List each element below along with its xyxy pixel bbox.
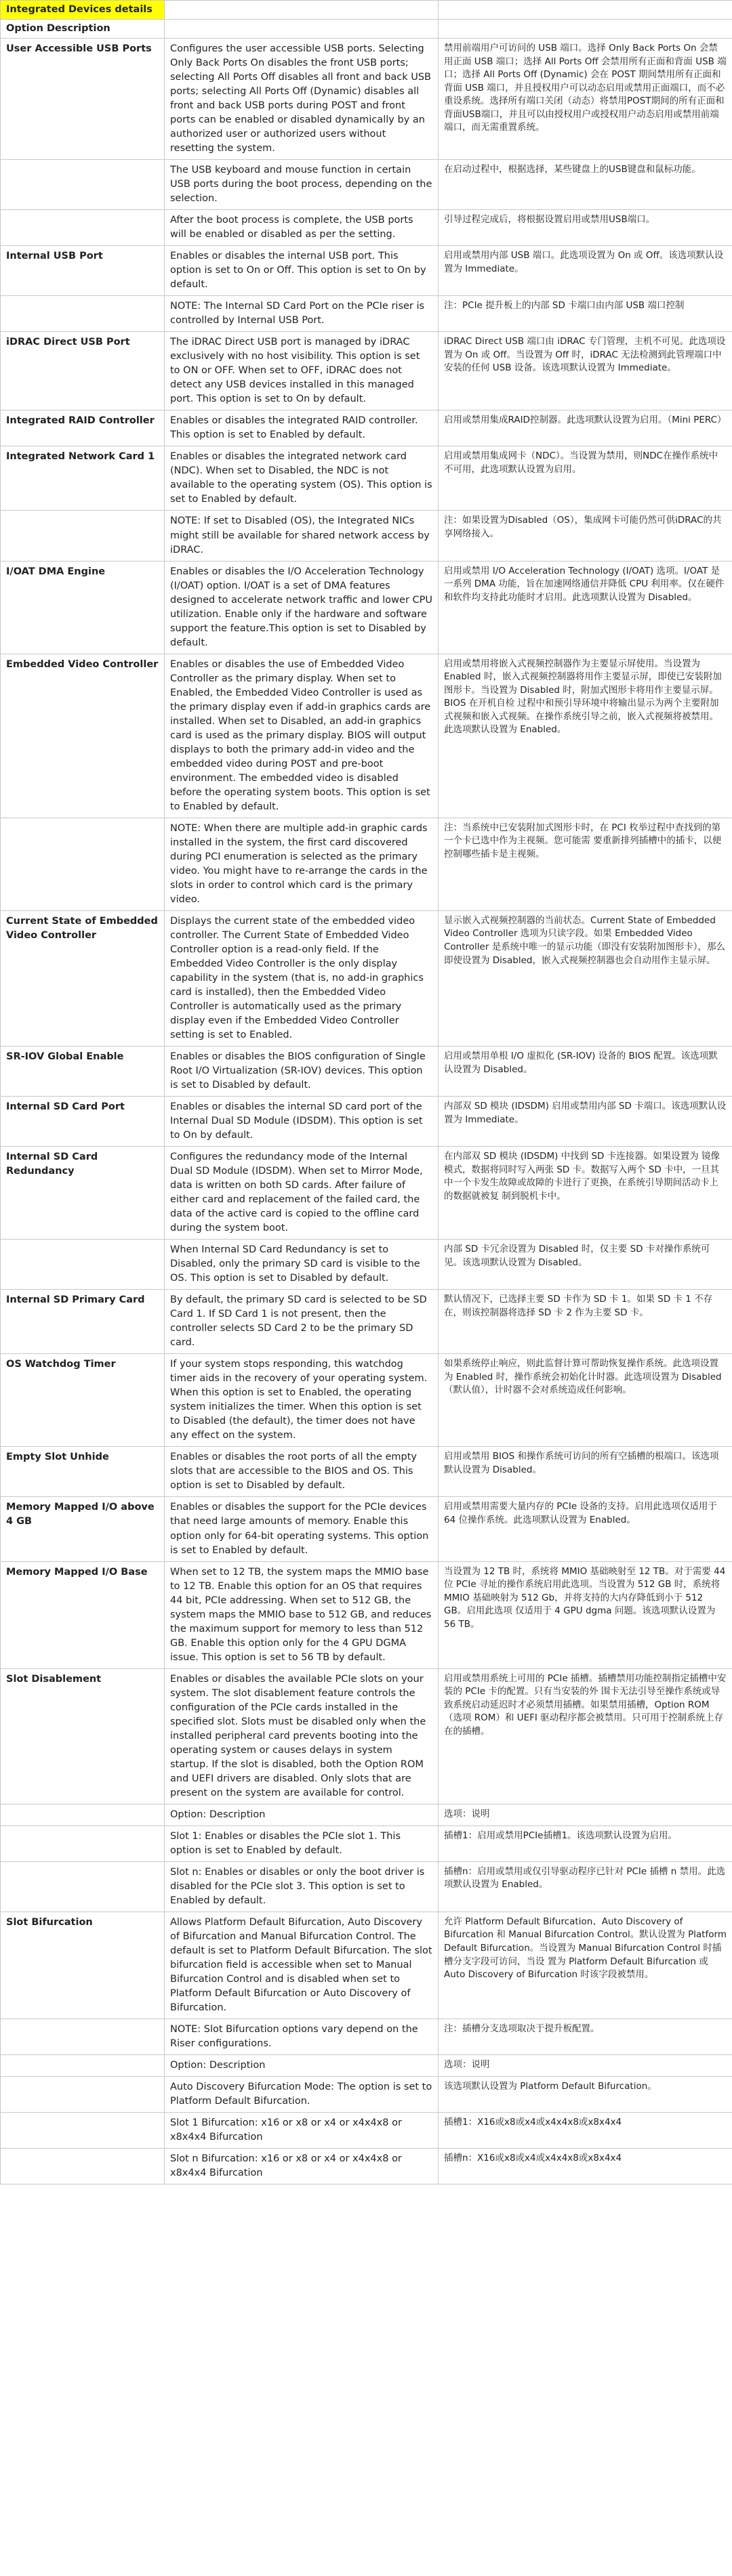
english-description-cell: NOTE: If set to Disabled (OS), the Integrated NICs might still be available for shared network access by iDRAC. [165,511,439,561]
option-name-cell [1,818,165,910]
english-description-cell: Enables or disables the BIOS configuration of Single Root I/O Virtualization (SR-IOV) devices. This option is set to Disabled by default. [165,1047,439,1097]
table-row [1,1290,732,1354]
english-description-cell: Enables or disables the available PCIe slots on your system. The slot disablement feature controls the configuration of the PCIe cards installed in the specified slot. Slots must be disabled only when the installed peripheral card prevents booting into the operating system or causes delays in system startup. If the slot is disabled, both the Option ROM and UEFI drivers are disabled. Only slots that are present on the system are available for control. [165,1668,439,1804]
option-name-cell: I/OAT DMA Engine [1,561,165,654]
table-row [1,2019,732,2054]
chinese-description-cell: 在内部双 SD 模块 (IDSDM) 中找到 SD 卡连接器。如果设置为 镜像模式，数据将同时写入两张 SD 卡。数据写入两个 SD 卡中，一旦其中一个卡发生故障或故障的卡进行了更换，在系统引导期间活动卡上的数据就被复 制到脱机卡中。 [439,1147,732,1240]
empty-cell [165,20,439,39]
english-description-cell: Enables or disables the internal SD card port of the Internal Dual SD Module (IDSDM). This option is set to On by default. [165,1097,439,1147]
chinese-description-cell: 注：插槽分支选项取决于提升板配置。 [439,2019,732,2054]
table-row [1,2077,732,2113]
table-title: Integrated Devices details [1,1,165,20]
chinese-description-cell: 引导过程完成后，将根据设置启用或禁用USB端口。 [439,210,732,246]
table-row [1,1825,732,1861]
chinese-description-cell: 显示嵌入式视频控制器的当前状态。Current State of Embedded Video Controller 选项为只读字段。如果 Embedded Video Controller 是系统中唯一的显示功能（即没有安装附加图形卡），那么即使设置为 Disabled，嵌入式视频控制器也会自动用作主显示屏。 [439,910,732,1046]
empty-cell [165,1,439,20]
option-name-cell: Embedded Video Controller [1,654,165,818]
chinese-description-cell: 启用或禁用需要大量内存的 PCIe 设备的支持。启用此选项仅适用于 64 位操作系统。此选项默认设置为 Enabled。 [439,1497,732,1561]
english-description-cell: NOTE: When there are multiple add-in graphic cards installed in the system, the first card discovered during PCI enumeration is selected as the primary video. You might have to re-arrange the cards in the slots in order to control which card is the primary video. [165,818,439,910]
option-name-cell: Slot Bifurcation [1,1912,165,2019]
english-description-cell: After the boot process is complete, the USB ports will be enabled or disabled as per the setting. [165,210,439,246]
option-name-cell: SR-IOV Global Enable [1,1047,165,1097]
chinese-description-cell: 启用或禁用内部 USB 端口。此选项设置为 On 或 Off。该选项默认设置为 Immediate。 [439,246,732,296]
option-name-cell: Internal SD Primary Card [1,1290,165,1354]
english-description-cell: Enables or disables the root ports of all the empty slots that are accessible to the BIOS and OS. This option is set to Disabled by default. [165,1447,439,1497]
chinese-description-cell: 当设置为 12 TB 时，系统将 MMIO 基础映射至 12 TB。对于需要 44 位 PCIe 寻址的操作系统启用此选项。当设置为 512 GB 时，系统将 MMIO 基础映射为 512 Gb，并将支持的大内存降低到小于 512 GB。启用此选项 仅适用于 4 GPU dgma 问题。该选项默认设置为 56 TB。 [439,1561,732,1668]
option-name-cell [1,2055,165,2077]
english-description-cell: Slot 1: Enables or disables the PCIe slot 1. This option is set to Enabled by default. [165,1825,439,1861]
table-row [1,39,732,160]
option-name-cell: Memory Mapped I/O above 4 GB [1,1497,165,1561]
english-description-cell: Enables or disables the use of Embedded Video Controller as the primary display. When set to Enabled, the Embedded Video Controller is used as the primary display even if add-in graphics cards are installed. When set to Disabled, an add-in graphics card is used as the primary display. BIOS will output displays to both the primary add-in video and the embedded video during POST and pre-boot environment. The embedded video is disabled before the operating system boots. This option is set to Enabled by default. [165,654,439,818]
chinese-description-cell: 默认情况下，已选择主要 SD 卡作为 SD 卡 1。如果 SD 卡 1 不存在，则该控制器将选择 SD 卡 2 作为主要 SD 卡。 [439,1290,732,1354]
chinese-description-cell: 启用或禁用系统上可用的 PCIe 插槽。插槽禁用功能控制指定插槽中安装的 PCIe 卡的配置。只有当安装的外 围卡无法引导至操作系统或导致系统启动延迟时才必须禁用插槽。如果禁用插槽，Option ROM（选项 ROM）和 UEFI 驱动程序都会被禁用。只可用于控制系统上存在的插槽。 [439,1668,732,1804]
english-description-cell: Slot n Bifurcation: x16 or x8 or x4 or x4x4x8 or x8x4x4 Bifurcation [165,2149,439,2184]
english-description-cell: Configures the user accessible USB ports. Selecting Only Back Ports On disables the front USB ports; selecting All Ports Off disables all front and back USB ports; selecting All Ports Off (Dynamic) disables all front and back USB ports during POST and front ports can be enabled or disabled dynamically by an authorized user or authorized users without resetting the system. [165,39,439,160]
chinese-description-cell: 插槽n：X16或x8或x4或x4x4x8或x8x4x4 [439,2149,732,2184]
table-row [1,1561,732,1668]
table-row [1,160,732,210]
chinese-description-cell: 启用或禁用 I/O Acceleration Technology (I/OAT) 选项。I/OAT 是一系列 DMA 功能，旨在加速网络通信并降低 CPU 利用率。仅在硬件和软件均支持此功能时才启用。此选项默认设置为 Disabled。 [439,561,732,654]
table-row [1,2055,732,2077]
english-description-cell: NOTE: The Internal SD Card Port on the PCIe riser is controlled by Internal USB Port. [165,296,439,332]
table-row [1,1354,732,1447]
table-row [1,1047,732,1097]
option-name-cell: Integrated Network Card 1 [1,446,165,511]
option-name-cell: Internal SD Card Redundancy [1,1147,165,1240]
option-name-cell [1,160,165,210]
english-description-cell: By default, the primary SD card is selected to be SD Card 1. If SD Card 1 is not present, then the controller selects SD Card 2 to be the primary SD card. [165,1290,439,1354]
english-description-cell: Enables or disables the support for the PCIe devices that need large amounts of memory. Enable this option only for 64-bit operating systems. This option is set to Enabled by default. [165,1497,439,1561]
table-row [1,296,732,332]
table-row [1,332,732,410]
chinese-description-cell: 允许 Platform Default Bifurcation、Auto Discovery of Bifurcation 和 Manual Bifurcation Control。默认设置为 Platform Default Bifurcation。当设置为 Manual Bifurcation Control 时插槽分支字段可访问，当设 置为 Platform Default Bifurcation 或 Auto Discovery of Bifurcation 时该字段被禁用。 [439,1912,732,2019]
option-name-cell [1,1804,165,1825]
option-name-cell [1,511,165,561]
english-description-cell: If your system stops responding, this watchdog timer aids in the recovery of your operating system. When this option is set to Enabled, the operating system initializes the timer. When this option is set to Disabled (the default), the timer does not have any effect on the system. [165,1354,439,1447]
table-row [1,1097,732,1147]
option-name-cell [1,2113,165,2149]
english-description-cell: Auto Discovery Bifurcation Mode: The option is set to Platform Default Bifurcation. [165,2077,439,2113]
option-name-cell: Internal SD Card Port [1,1097,165,1147]
chinese-description-cell: 注：当系统中已安装附加式图形卡时，在 PCI 枚举过程中查找到的第一个卡已选中作为主视频。您可能需 要重新排列插槽中的插卡，以便控制哪些插卡是主视频。 [439,818,732,910]
english-description-cell: Configures the redundancy mode of the Internal Dual SD Module (IDSDM). When set to Mirror Mode, data is written on both SD cards. After failure of either card and replacement of the failed card, the data of the active card is copied to the offline card during the system boot. [165,1147,439,1240]
table-row [1,511,732,561]
table-row [1,1240,732,1290]
chinese-description-cell: 启用或禁用单根 I/O 虚拟化 (SR-IOV) 设备的 BIOS 配置。该选项默认设置为 Disabled。 [439,1047,732,1097]
table-row [1,1497,732,1561]
table-row [1,910,732,1046]
empty-cell [439,1,732,20]
chinese-description-cell: 插槽1：启用或禁用PCIe插槽1。该选项默认设置为启用。 [439,1825,732,1861]
table-row [1,1147,732,1240]
table-title-row [1,1,732,20]
chinese-description-cell: 注：如果设置为Disabled（OS），集成网卡可能仍然可供iDRAC的共享网络接入。 [439,511,732,561]
english-description-cell: When set to 12 TB, the system maps the MMIO base to 12 TB. Enable this option for an OS that requires 44 bit, PCIe addressing. When set to 512 GB, the system maps the MMIO base to 512 GB, and reduces the maximum support for memory to less than 512 GB. Enable this option only for the 4 GPU DGMA issue. This option is set to 56 TB by default. [165,1561,439,1668]
table-body [1,1,732,2184]
english-description-cell: Slot n: Enables or disables or only the boot driver is disabled for the PCIe slot 3. This option is set to Enabled by default. [165,1861,439,1912]
option-name-cell: Integrated RAID Controller [1,410,165,446]
table-row [1,210,732,246]
table-row [1,1861,732,1912]
option-name-cell [1,1861,165,1912]
option-name-cell [1,2077,165,2113]
option-name-cell: Empty Slot Unhide [1,1447,165,1497]
table-row [1,2149,732,2184]
chinese-description-cell: 内部双 SD 模块 (IDSDM) 启用或禁用内部 SD 卡端口。该选项默认设置为 Immediate。 [439,1097,732,1147]
chinese-description-cell: 启用或禁用 BIOS 和操作系统可访问的所有空插槽的根端口。该选项默认设置为 Disabled。 [439,1447,732,1497]
option-name-cell: OS Watchdog Timer [1,1354,165,1447]
chinese-description-cell: 如果系统停止响应，则此监督计算可帮助恢复操作系统。此选项设置为 Enabled 时，操作系统会初始化计时器。此选项设置为 Disabled（默认值），计时器不会对系统造成任何影响。 [439,1354,732,1447]
table-row [1,2113,732,2149]
chinese-description-cell: 启用或禁用将嵌入式视频控制器作为主要显示屏使用。当设置为 Enabled 时，嵌入式视频控制器将用作主要显示屏，即使已安装附加图形卡。当设置为 Disabled 时，附加式图形卡将用作主要显示屏。BIOS 在开机自检 过程中和预引导环境中将输出显示为两个主要附加式视频和嵌入式视频。在操作系统引导之前，嵌入式视频将被禁用。此选项默认设置为 Enabled。 [439,654,732,818]
table-row [1,1447,732,1497]
chinese-description-cell: 插槽n：启用或禁用或仅引导驱动程序已针对 PCIe 插槽 n 禁用。此选项默认设置为 Enabled。 [439,1861,732,1912]
chinese-description-cell: iDRAC Direct USB 端口由 iDRAC 专门管理，主机不可见。此选项设置为 On 或 Off。当设置为 Off 时，iDRAC 无法检测到此管理端口中安装的任何 USB 设备。该选项默认设置为 Immediate。 [439,332,732,410]
english-description-cell: Enables or disables the integrated network card (NDC). When set to Disabled, the NDC is not available to the operating system (OS). This option is set to Enabled by default. [165,446,439,511]
chinese-description-cell: 插槽1：X16或x8或x4或x4x4x8或x8x4x4 [439,2113,732,2149]
chinese-description-cell: 内部 SD 卡冗余设置为 Disabled 时，仅主要 SD 卡对操作系统可见。该选项默认设置为 Disabled。 [439,1240,732,1290]
empty-cell [439,20,732,39]
english-description-cell: NOTE: Slot Bifurcation options vary depend on the Riser configurations. [165,2019,439,2054]
option-name-cell: Current State of Embedded Video Controller [1,910,165,1046]
table-row [1,818,732,910]
table-row [1,410,732,446]
table-row [1,1912,732,2019]
option-name-cell: Internal USB Port [1,246,165,296]
table-row [1,246,732,296]
table-header-row [1,20,732,39]
option-name-cell [1,1825,165,1861]
table-row [1,654,732,818]
english-description-cell: Slot 1 Bifurcation: x16 or x8 or x4 or x4x4x8 or x8x4x4 Bifurcation [165,2113,439,2149]
english-description-cell: The USB keyboard and mouse function in certain USB ports during the boot process, depending on the selection. [165,160,439,210]
english-description-cell: The iDRAC Direct USB port is managed by iDRAC exclusively with no host visibility. This option is set to ON or OFF. When set to OFF, iDRAC does not detect any USB devices installed in this managed port. This option is set to On by default. [165,332,439,410]
table-row [1,1668,732,1804]
chinese-description-cell: 启用或禁用集成网卡（NDC）。当设置为禁用，则NDC在操作系统中不可用，此选项默认设置为启用。 [439,446,732,511]
chinese-description-cell: 该选项默认设置为 Platform Default Bifurcation。 [439,2077,732,2113]
option-name-cell: iDRAC Direct USB Port [1,332,165,410]
english-description-cell: Enables or disables the internal USB port. This option is set to On or Off. This option is set to On by default. [165,246,439,296]
english-description-cell: Option: Description [165,1804,439,1825]
english-description-cell: Option: Description [165,2055,439,2077]
option-name-cell [1,2149,165,2184]
option-name-cell: Slot Disablement [1,1668,165,1804]
english-description-cell: When Internal SD Card Redundancy is set to Disabled, only the primary SD card is visible to the OS. This option is set to Disabled by default. [165,1240,439,1290]
english-description-cell: Enables or disables the integrated RAID controller. This option is set to Enabled by default. [165,410,439,446]
english-description-cell: Displays the current state of the embedded video controller. The Current State of Embedded Video Controller option is a read-only field. If the Embedded Video Controller is the only display capability in the system (that is, no add-in graphics card is installed), then the Embedded Video Controller is automatically used as the primary display even if the Embedded Video Controller setting is set to Enabled. [165,910,439,1046]
chinese-description-cell: 在启动过程中，根据选择，某些键盘上的USB键盘和鼠标功能。 [439,160,732,210]
option-name-cell: User Accessible USB Ports [1,39,165,160]
table-row [1,561,732,654]
table-row [1,446,732,511]
table-row [1,1804,732,1825]
option-name-cell [1,296,165,332]
table-header: Option Description [1,20,165,39]
option-name-cell: Memory Mapped I/O Base [1,1561,165,1668]
english-description-cell: Allows Platform Default Bifurcation, Auto Discovery of Bifurcation and Manual Bifurcation Control. The default is set to Platform Default Bifurcation. The slot bifurcation field is accessible when set to Manual Bifurcation Control and is disabled when set to Platform Default Bifurcation or Auto Discovery of Bifurcation. [165,1912,439,2019]
english-description-cell: Enables or disables the I/O Acceleration Technology (I/OAT) option. I/OAT is a set of DMA features designed to accelerate network traffic and lower CPU utilization. Enable only if the hardware and software support the feature.This option is set to Disabled by default. [165,561,439,654]
chinese-description-cell: 选项：说明 [439,2055,732,2077]
chinese-description-cell: 禁用前端用户可访问的 USB 端口。选择 Only Back Ports On 会禁用正面 USB 端口；选择 All Ports Off 会禁用所有正面和背面 USB 端口；选择 All Ports Off (Dynamic) 会在 POST 期间禁用所有正面和背面 USB 端口，并且授权用户可以动态启用或禁用正面端口，而不必重设系统。选择所有端口关闭（动态）将禁用POST期间的所有正面和背面USB端口，并且可以由授权用户或授权用户动态启用或禁用前端端口，而无需重置系统。 [439,39,732,160]
chinese-description-cell: 选项：说明 [439,1804,732,1825]
option-name-cell [1,210,165,246]
chinese-description-cell: 启用或禁用集成RAID控制器。此选项默认设置为启用。（Mini PERC） [439,410,732,446]
chinese-description-cell: 注：PCIe 提升板上的内部 SD 卡端口由内部 USB 端口控制 [439,296,732,332]
option-name-cell [1,1240,165,1290]
option-name-cell [1,2019,165,2054]
